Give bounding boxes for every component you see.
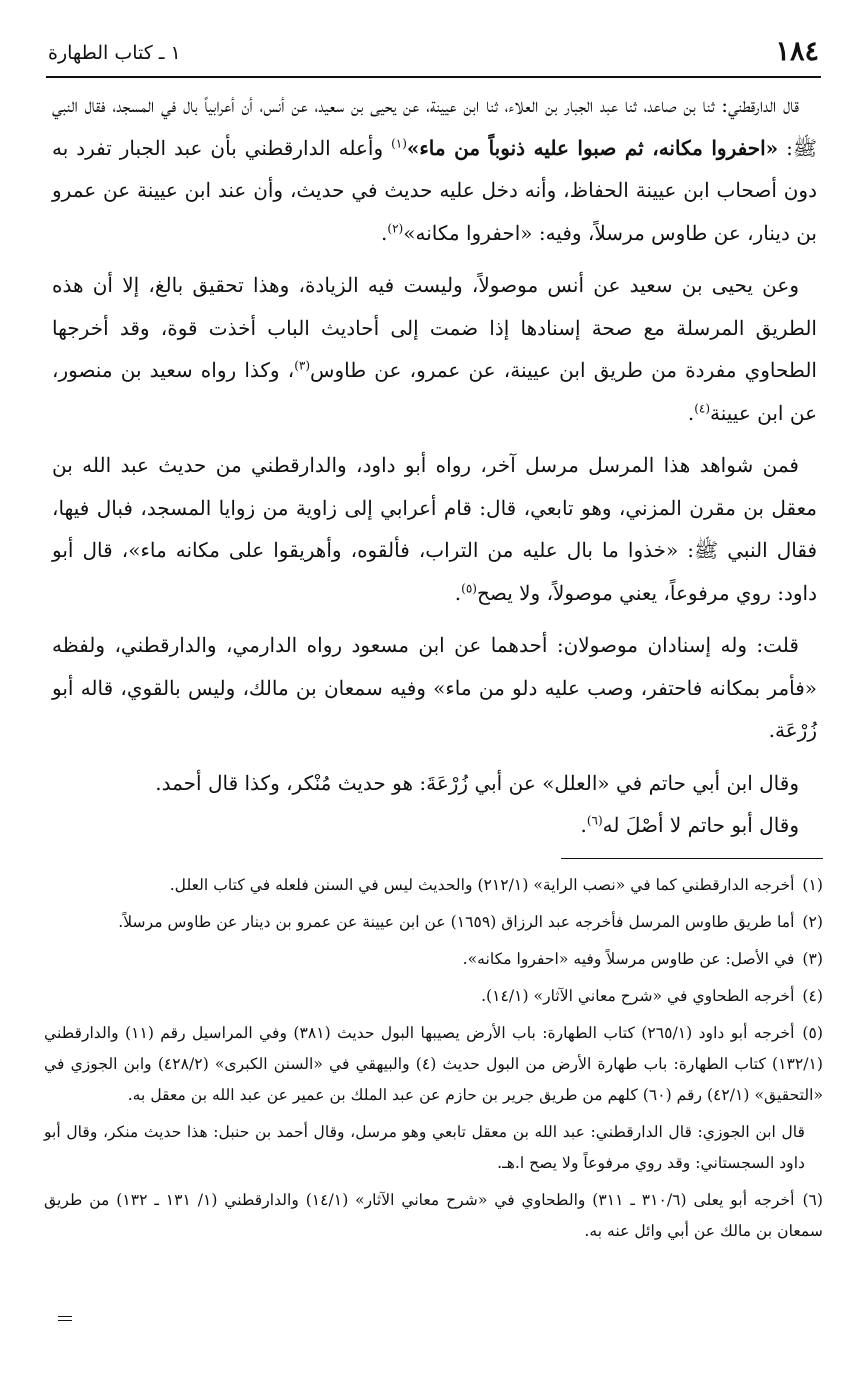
footnote-text: أخرجه الطحاوي في «شرح معاني الآثار» (١٤/١). xyxy=(481,987,795,1005)
footnote-5-continuation xyxy=(44,1117,823,1179)
paragraph-2: وعن يحيى بن سعيد عن أنس موصولاً، وليست فيه الزيادة، وهذا تحقيق بالغ، إلا أن هذه الطريق المرسلة مع صحة إسنادها إذا ضمت إلى أحاديث الباب أخذت قوة، وقد أخرجها الطحاوي مفردة من طريق ابن عيينة، عن عمرو، عن طاوس$^{(٣)}$، وكذا رواه سعيد بن منصور، عن ابن عيينة$^{(٤)}$. xyxy=(52,273,817,425)
footnote-ref: (٣) xyxy=(294,358,311,373)
footnote-6 xyxy=(44,1185,823,1247)
footnote-number: (٢) xyxy=(802,913,823,931)
footnote-ref: (٢) xyxy=(387,220,404,235)
page-number: ١٨٤ xyxy=(775,36,819,67)
footnote-ref: (١) xyxy=(391,135,407,150)
paragraph-6: وقال أبو حاتم لا أصْلَ له$^{(٦)}$. xyxy=(580,813,799,837)
footnote-text: قال ابن الجوزي: قال الدارقطني: عبد الله بن معقل تابعي وهو مرسل، وقال أحمد بن حنبل: هذا حديث منكر، وقال أبو داود السجستاني: وقد روي مرفوعاً ولا يصح ا.هـ. xyxy=(44,1123,805,1172)
footnote-text: أخرجه الدارقطني كما في «نصب الراية» (٢١٢/١) والحديث ليس في السنن فلعله في كتاب العلل. xyxy=(169,876,795,894)
footnote-4 xyxy=(44,981,823,1012)
footnote-ref: (٥) xyxy=(461,580,477,595)
footnote-ref: (٦) xyxy=(586,813,603,828)
footnote-divider xyxy=(561,858,823,859)
hadith-quote: «احفروا مكانه، ثم صبوا عليه ذنوباً من ماء» xyxy=(406,135,779,160)
paragraph-5: وقال ابن أبي حاتم في «العلل» عن أبي زُرْعَةَ: هو حديث مُنْكر، وكذا قال أحمد. xyxy=(155,770,799,795)
footnote-number: (١) xyxy=(802,876,823,894)
footnote-5 xyxy=(44,1018,823,1111)
paragraph-4: قلت: وله إسنادان موصولان: أحدهما عن ابن مسعود رواه الدارمي، والدارقطني، ولفظه «فأمر بمكانه فاحتفر، وصب عليه دلو من ماء» وفيه سمعان بن مالك، وليس بالقوي، قاله أبو زُرْعَة. xyxy=(52,633,817,742)
footnotes xyxy=(44,870,823,1253)
footnote-text: أما طريق طاوس المرسل فأخرجه عبد الرزاق (١٦٥٩) عن ابن عيينة عن عمرو بن دينار عن طاوس مرسلاً. xyxy=(118,913,795,931)
footnote-number: (٦) xyxy=(802,1191,824,1209)
page-header xyxy=(46,36,821,78)
footnote-2 xyxy=(44,907,823,938)
main-text xyxy=(52,84,817,857)
footnote-number: (٣) xyxy=(802,950,823,968)
footnote-3 xyxy=(44,944,823,975)
running-head: ١ ـ كتاب الطهارة xyxy=(48,42,181,64)
paragraph-1: قال الدارقطني: ثنا بن صاعد، ثنا عبد الجبار بن العلاء، ثنا ابن عيينة، عن يحيى بن سعيد، عن أنس، أن أعرابياً بال في المسجد، فقال النبي ﷺ: «احفروا مكانه، ثم صبوا عليه ذنوباً من ماء»$^{(١)}$ وأعله الدارقطني بأن عبد الجبار تفرد به دون أصحاب ابن عيينة الحفاظ، وأنه دخل عليه حديث في حديث، وأن عند ابن عيينة عن عمرو بن دينار، عن طاوس مرسلاً، وفيه: «احفروا مكانه»$^{(٢)}$. xyxy=(52,93,817,245)
footnote-number: (٥) xyxy=(802,1024,823,1042)
footnote-text: في الأصل: عن طاوس مرسلاً وفيه «احفروا مكانه». xyxy=(462,950,795,968)
footnote-text: أخرجه أبو يعلى (٣١٠/٦ ـ ٣١١) والطحاوي في «شرح معاني الآثار» (١٤/١) والدارقطني (١/ ١٣١ ـ ١٣٢) من طريق سمعان بن مالك عن أبي وائل عنه به. xyxy=(44,1191,823,1240)
footnote-ref: (٤) xyxy=(694,400,711,415)
footnote-number: (٤) xyxy=(802,987,823,1005)
footnote-1 xyxy=(44,870,823,901)
paragraph-3: فمن شواهد هذا المرسل مرسل آخر، رواه أبو داود، والدارقطني من حديث عبد الله بن معقل بن مقرن المزني، وهو تابعي، قال: قام أعرابي إلى زاوية من زوايا المسجد، فبال فيها، فقال النبي ﷺ: «خذوا ما بال عليه من التراب، فألقوه، وأهريقوا على مكانه ماء»، قال أبو داود: روي مرفوعاً، يعني موصولاً، ولا يصح$^{(٥)}$. xyxy=(52,453,817,605)
footnote-text: أخرجه أبو داود (٢٦٥/١) كتاب الطهارة: باب الأرض يصيبها البول حديث (٣٨١) وفي المراسيل رقم (١١) والدارقطني (١٣٢/١) كتاب الطهارة: باب طهارة الأرض من البول حديث (٤) والبيهقي في «السنن الكبرى» (٤٢٨/٢) وابن الجوزي في «التحقيق» (٤٢/١) رقم (٦٠) كلهم من طريق جرير بن حازم عن عبد الملك بن عمير عن عبد الله بن معقل به. xyxy=(44,1024,824,1104)
continuation-mark xyxy=(58,1316,72,1321)
